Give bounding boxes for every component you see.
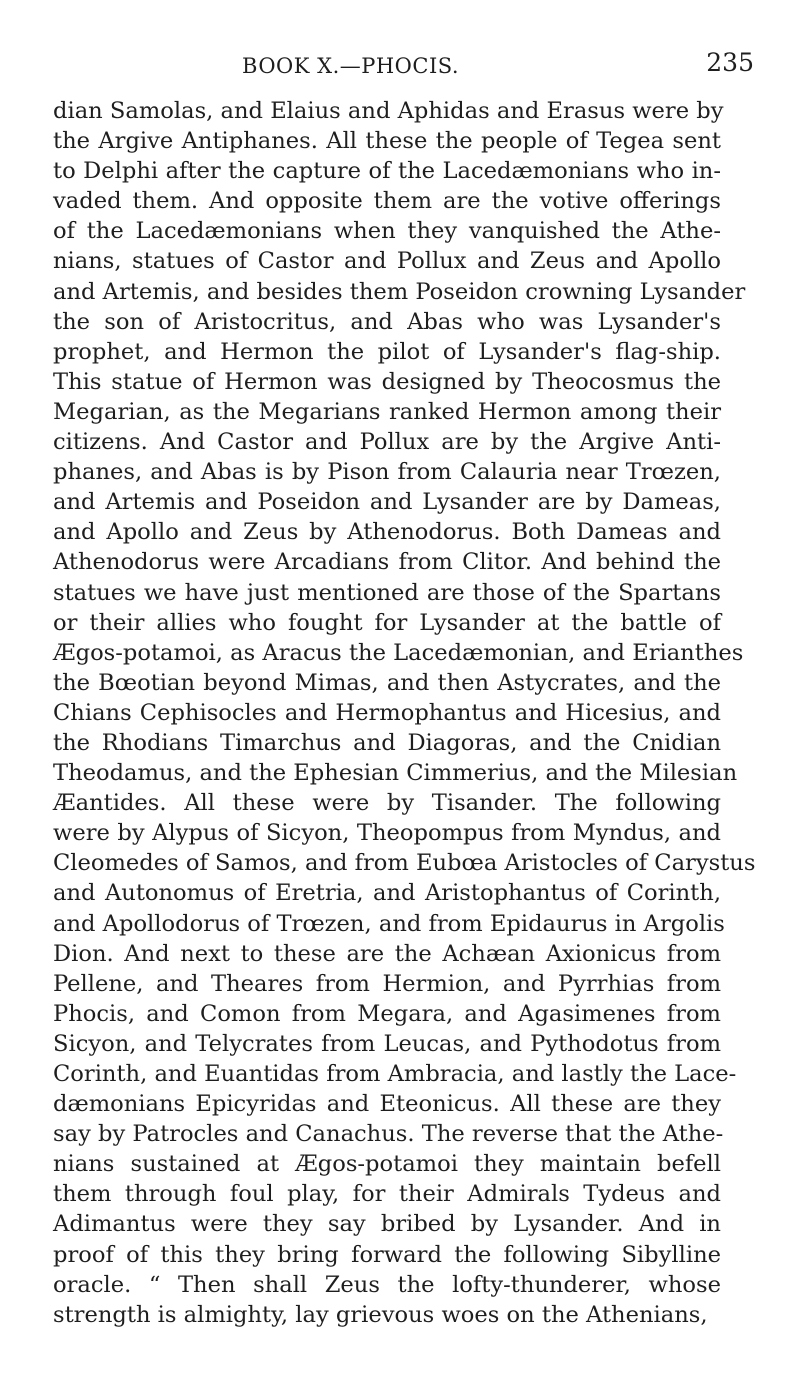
running-title: BOOK X.—PHOCIS. [242, 54, 460, 78]
text-line: of the Lacedæmonians when they vanquished the Athe- [53, 218, 721, 245]
text-line: Adimantus were they say bribed by Lysander. And in [53, 1211, 721, 1238]
text-line: or their allies who fought for Lysander at the battle of [53, 609, 721, 636]
text-line: citizens. And Castor and Pollux are by the Argive Anti- [53, 429, 721, 456]
text-line: Sicyon, and Telycrates from Leucas, and Pythodotus from [53, 1030, 721, 1057]
text-line: nians sustained at Ægos-potamoi they maintain befell [53, 1151, 721, 1178]
text-line: nians, statues of Castor and Pollux and Zeus and Apollo [53, 248, 721, 275]
text-line: Cleomedes of Samos, and from Eubœa Aristocles of Carystus [53, 850, 756, 877]
text-line: the Argive Antiphanes. All these the people of Tegea sent [53, 128, 721, 155]
text-line: say by Patrocles and Canachus. The reverse that the Athe- [53, 1121, 724, 1148]
text-line: Athenodorus were Arcadians from Clitor. And behind the [53, 549, 721, 576]
text-line: were by Alypus of Sicyon, Theopompus from Myndus, and [53, 820, 721, 847]
page-number: 235 [706, 48, 754, 77]
text-line: and Autonomus of Eretria, and Aristophantus of Corinth, [53, 880, 721, 907]
text-line: Pellene, and Theares from Hermion, and Pyrrhias from [53, 970, 721, 997]
text-line: dæmonians Epicyridas and Eteonicus. All these are they [53, 1091, 721, 1118]
text-line: Dion. And next to these are the Achæan Axionicus from [53, 940, 721, 967]
text-line: vaded them. And opposite them are the votive offerings [53, 188, 721, 215]
text-line: prophet, and Hermon the pilot of Lysander's flag-ship. [53, 338, 721, 365]
text-line: Chians Cephisocles and Hermophantus and Hicesius, and [53, 699, 721, 726]
text-line: Megarian, as the Megarians ranked Hermon among their [53, 398, 721, 425]
text-line: dian Samolas, and Elaius and Aphidas and Erasus were by [53, 98, 724, 124]
body-text [53, 96, 756, 1330]
text-line: the Rhodians Timarchus and Diagoras, and the Cnidian [53, 729, 721, 756]
text-line: to Delphi after the capture of the Lacedæmonians who in- [53, 158, 721, 185]
text-line: them through foul play, for their Admirals Tydeus and [53, 1181, 721, 1208]
text-line: Theodamus, and the Ephesian Cimmerius, and the Milesian [53, 760, 738, 787]
text-line: and Artemis, and besides them Poseidon crowning Lysander [53, 278, 746, 305]
text-line: phanes, and Abas is by Pison from Calauria near Trœzen, [53, 459, 721, 486]
text-line: statues we have just mentioned are those of the Spartans [53, 579, 721, 606]
text-line: the son of Aristocritus, and Abas who was Lysander's [53, 308, 721, 335]
text-line: and Apollodorus of Trœzen, and from Epidaurus in Argolis [53, 910, 725, 937]
text-line: Phocis, and Comon from Megara, and Agasimenes from [53, 1000, 721, 1027]
text-line: oracle. “ Then shall Zeus the lofty-thunderer, whose [53, 1271, 721, 1298]
text-line: Æantides. All these were by Tisander. The following [53, 790, 721, 817]
text-line: and Artemis and Poseidon and Lysander are by Dameas, [53, 489, 721, 516]
text-line: Corinth, and Euantidas from Ambracia, and lastly the Lace- [53, 1061, 737, 1087]
text-line: and Apollo and Zeus by Athenodorus. Both Dameas and [53, 519, 721, 546]
text-line: proof of this they bring forward the following Sibylline [53, 1241, 721, 1268]
text-line: This statue of Hermon was designed by Theocosmus the [53, 368, 721, 395]
text-line: the Bœotian beyond Mimas, and then Astycrates, and the [53, 669, 721, 696]
running-head [94, 48, 754, 88]
text-line: Ægos-potamoi, as Aracus the Lacedæmonian, and Erianthes [53, 639, 744, 666]
text-line: strength is almighty, lay grievous woes on the Athenians, [53, 1301, 708, 1328]
